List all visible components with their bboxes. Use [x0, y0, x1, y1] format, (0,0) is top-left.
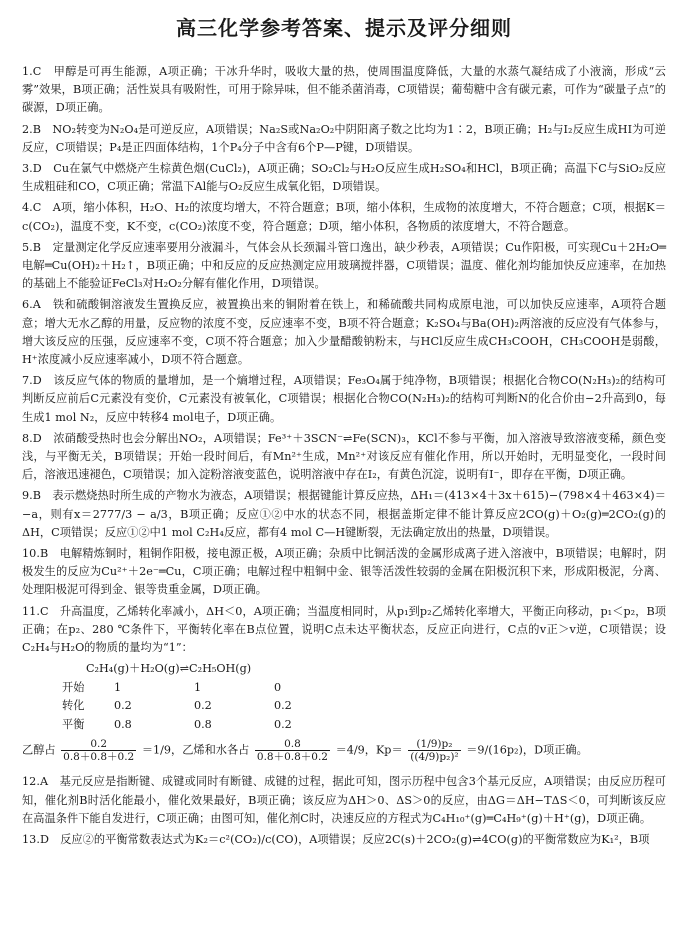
equilibrium-cell: 0.8 [194, 717, 212, 731]
answer-item [22, 296, 666, 369]
answer-text: 9.B 表示燃烧热时所生成的产物水为液态，A项错误；根据键能计算反应热，ΔH₁＝(413×4＋3x＋615)−(798×4＋463×4)＝−a，则有x＝2777/3 − a/3，B项正确；反应①②中水的状态不同，根据盖斯定律不能计算反应2CO(g)＋O₂(g)═2CO₂(g)的ΔH，C项错误；反应①②中1 mol C₂H₄反应，都有4 mol C—H键断裂，无法确定放出的热量，D项错误。 [22, 489, 666, 539]
answer-item [22, 545, 666, 600]
equilibrium-table [62, 660, 666, 734]
equilibrium-row [62, 697, 666, 716]
answer-list-2 [22, 773, 666, 849]
kp-formula [22, 738, 666, 763]
equilibrium-cell: 开始 [62, 680, 85, 694]
fraction-kp: $\frac{\text{(1/9)p₂}}{\text{((4/9)p₂)²}}$ [410, 738, 459, 764]
equilibrium-equation: C₂H₄(g)＋H₂O(g)⇌C₂H₅OH(g) [86, 662, 252, 676]
equilibrium-cell: 0.2 [274, 699, 292, 713]
answer-item [22, 831, 666, 849]
answer-text: 11.C 升高温度，乙烯转化率减小，ΔH＜0，A项正确；当温度相同时，从p₁到p₂乙烯转化率增大，平衡正向移动，p₁＜p₂，B项正确；在p₂、280 ℃条件下，平衡转化率在B点位置，说明C点未达平衡状态，反应正向进行，C点的v正＞v逆，C项错误；设C₂H₄与H₂O的物质的量均为“1”： [22, 604, 666, 655]
answer-list [22, 63, 666, 657]
answer-item [22, 199, 666, 235]
answer-item [22, 487, 666, 542]
equilibrium-cell: 0.2 [194, 699, 212, 713]
equilibrium-row [62, 679, 666, 698]
answer-text: 4.C A项，缩小体积，H₂O、H₂的浓度均增大，不符合题意；B项，缩小体积，生成物的浓度增大，不符合题意；C项，根据K＝c(CO₂)，温度不变，K不变，c(CO₂)浓度不变，符合题意；D项，缩小体积，各物质的浓度增大，不符合题意。 [22, 201, 666, 233]
equilibrium-cell: 0.2 [114, 699, 132, 713]
formula-eq2: ＝4/9，Kp＝ [335, 743, 403, 757]
answer-item [22, 121, 666, 157]
answer-text: 6.A 铁和硫酸铜溶液发生置换反应，被置换出来的铜附着在铁上，和稀硫酸共同构成原电池，可以加快反应速率，A项符合题意；增大无水乙醇的用量，反应物的浓度不变，反应速率不变，B项不符合题意；K₂SO₄与Ba(OH)₂两溶液的反应没有气体参与，增大该反应的压强，反应速率不变，C项不符合题意；加入少量醋酸钠粉末，与HCl反应生成CH₃COOH，CH₃COOH是弱酸，H⁺浓度减小反应速率减小，D项不符合题意。 [22, 298, 666, 367]
equilibrium-cell: 0.2 [274, 717, 292, 731]
equilibrium-cell: 1 [194, 680, 202, 694]
answer-text: 7.D 该反应气体的物质的量增加，是一个熵增过程，A项错误；Fe₃O₄属于纯净物，B项错误；根据化合物CO(N₂H₃)₂的结构可判断反应前后C元素没有变价，C元素没有被氧化，C项错误；根据化合物CO(N₂H₃)₂的结构可判断N的化合价由−2升高到0，每生成1 mol N₂，反应中转移4 mol电子，D项正确。 [22, 374, 666, 424]
answer-text: 3.D Cu在氯气中燃烧产生棕黄色烟(CuCl₂)，A项正确；SO₂Cl₂与H₂O反应生成H₂SO₄和HCl，B项正确；高温下C与SiO₂反应生成粗硅和CO，C项正确；常温下Al能与O₂反应生成氧化铝，D项错误。 [22, 162, 666, 194]
formula-prefix: 乙醇占 [22, 743, 56, 757]
answer-text: 13.D 反应②的平衡常数表达式为K₂＝c²(CO₂)/c(CO)，A项错误；反应2C(s)＋2CO₂(g)⇌4CO(g)的平衡常数应为K₁²，B项 [22, 832, 650, 846]
page-title: 高三化学参考答案、提示及评分细则 [176, 16, 512, 40]
equilibrium-cell: 0 [274, 680, 282, 694]
answer-item [22, 239, 666, 294]
answer-item [22, 160, 666, 196]
answer-item [22, 773, 666, 828]
answer-text: 8.D 浓硝酸受热时也会分解出NO₂，A项错误；Fe³⁺＋3SCN⁻⇌Fe(SCN)₃，KCl不参与平衡，加入溶液导致溶液变稀，颜色变浅，与平衡无关，B项错误；开始一段时间后，有Mn²⁺生成，Mn²⁺对该反应有催化作用，所以开始时，无明显变化，一段时间后，溶液迅速褪色，C项错误；加入淀粉溶液变蓝色，说明溶液中存在I₂，有黄色沉淀，说明有I⁻，即存在平衡，D项正确。 [22, 431, 666, 482]
answer-text: 10.B 电解精炼铜时，粗铜作阳极，接电源正极，A项正确；杂质中比铜活泼的金属形成离子进入溶液中，B项错误；电解时，阴极发生的反应为Cu²⁺＋2e⁻═Cu，C项正确；电解过程中粗铜中金、银等活泼性较弱的金属在阳极沉积下来，形成阳极泥，分离、处理阳极泥可得到金、银等贵重金属，D项正确。 [22, 547, 666, 597]
equilibrium-row [62, 716, 666, 735]
equilibrium-cell: 0.8 [114, 717, 132, 731]
answer-text: 1.C 甲醇是可再生能源，A项正确；干冰升华时，吸收大量的热，使周围温度降低，大量的水蒸气凝结成了小液滴，形成“云雾”效果，B项正确；活性炭具有吸附性，可用于除异味，但不能杀菌消毒，C项错误；葡萄糖中含有碳元素，可作为“碳量子点”的碳源，D项正确。 [22, 65, 666, 115]
formula-eq3: ＝9/(16p₂)，D项正确。 [466, 743, 588, 757]
answer-text: 5.B 定量测定化学反应速率要用分液漏斗，气体会从长颈漏斗管口逸出，缺少秒表，A项错误；Cu作阳极，可实现Cu＋2H₂O═电解═Cu(OH)₂＋H₂↑，B项正确；中和反应的反应热测定应用玻璃搅拌器，C项错误；温度、催化剂均能加快反应速率，在加热的基础上不能验证FeCl₃对H₂O₂分解有催化作用，D项错误。 [22, 240, 666, 291]
equilibrium-cell: 1 [114, 680, 122, 694]
fraction-ethanol: $\frac{0.2}{0.8+0.8+0.2}$ [63, 738, 135, 764]
answer-text: 12.A 基元反应是指断键、成键或同时有断键、成键的过程，据此可知，图示历程中包含3个基元反应，A项错误；由反应历程可知，催化剂B时活化能最小，催化效果最好，B项正确；该反应为ΔH＞0、ΔS＞0的反应，由ΔG＝ΔH−TΔS＜0，可判断该反应在高温条件下能自发进行，C项正确；由图可知，催化剂C时，决速反应的方程式为C₄H₁₀⁺(g)═C₄H₉⁺(g)＋H⁺(g)，D项正确。 [22, 775, 666, 825]
fraction-ethylene: $\frac{0.8}{0.8+0.8+0.2}$ [256, 738, 328, 764]
formula-eq1: ＝1/9，乙烯和水各占 [141, 743, 250, 757]
equilibrium-cell: 平衡 [62, 717, 85, 731]
answer-item [22, 372, 666, 427]
answer-item [22, 603, 666, 658]
answer-text: 2.B NO₂转变为N₂O₄是可逆反应，A项错误；Na₂S或Na₂O₂中阴阳离子数之比均为1∶2，B项正确；H₂与I₂反应生成HI为可逆反应，C项错误；P₄是正四面体结构，1个P₄分子中含有6个P—P键，D项错误。 [22, 122, 666, 154]
answer-item [22, 430, 666, 485]
equilibrium-cell: 转化 [62, 699, 85, 713]
answer-item [22, 63, 666, 118]
